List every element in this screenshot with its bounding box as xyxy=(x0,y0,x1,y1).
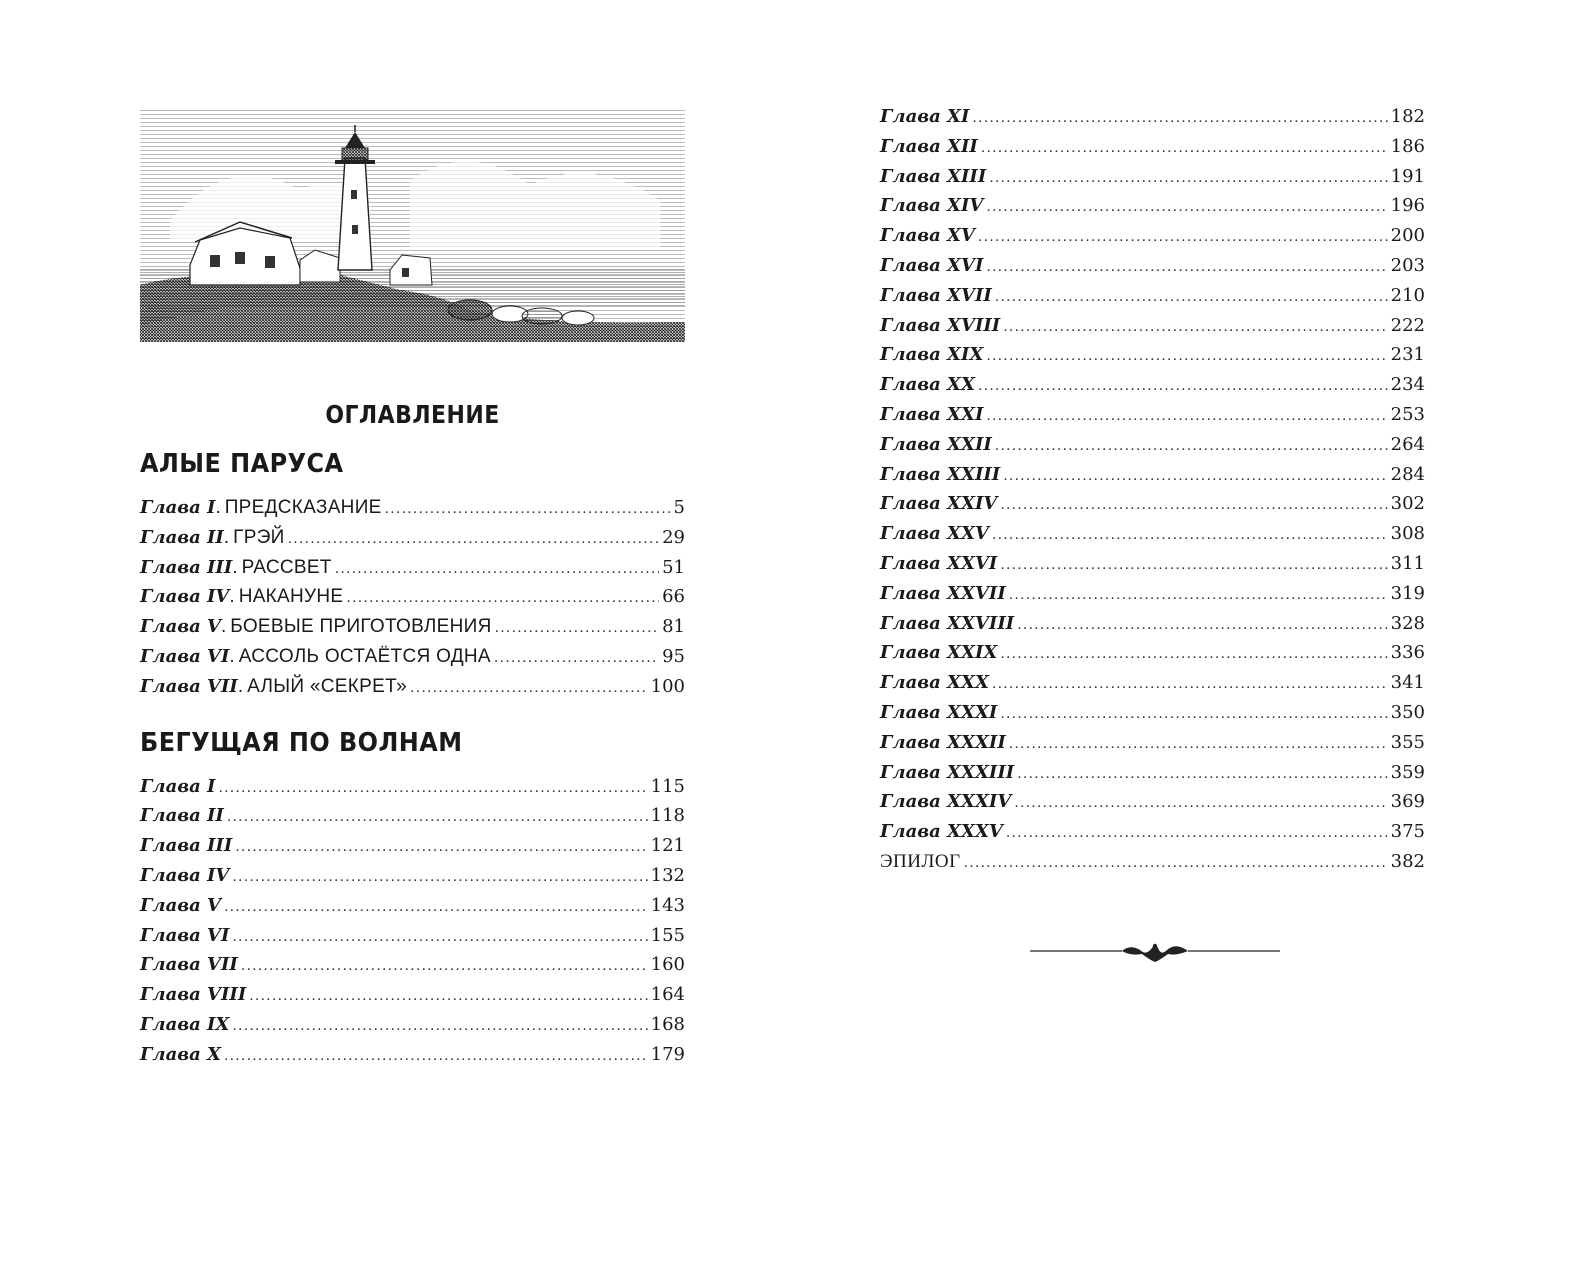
chapter-label: Глава IX xyxy=(140,1013,230,1035)
toc-entry xyxy=(880,549,1425,579)
page-number: 118 xyxy=(650,805,685,827)
toc-entry xyxy=(880,191,1425,221)
chapter-label: Глава II xyxy=(140,805,224,827)
dot-leader xyxy=(978,222,1388,252)
chapter-title: АССОЛЬ ОСТАЁТСЯ ОДНА xyxy=(238,645,491,667)
toc-entry xyxy=(140,772,685,802)
epilogue-title: ЭПИЛОГ xyxy=(880,850,961,872)
chapter-label: Глава V xyxy=(140,616,221,638)
page-number: 132 xyxy=(650,864,685,886)
dot-leader xyxy=(385,494,671,524)
toc-entry xyxy=(880,221,1425,251)
dot-leader xyxy=(972,103,1387,133)
toc-entry xyxy=(880,847,1425,877)
dot-leader xyxy=(1003,461,1387,491)
page-number: 164 xyxy=(650,984,685,1006)
dot-leader xyxy=(224,1041,648,1071)
page-number: 182 xyxy=(1390,106,1425,127)
dot-leader xyxy=(981,133,1388,163)
dot-leader xyxy=(288,524,659,554)
toc-entry xyxy=(880,460,1425,490)
page-number: 5 xyxy=(673,497,685,518)
dot-leader xyxy=(232,862,647,892)
dot-leader xyxy=(992,669,1388,699)
page-number: 341 xyxy=(1390,672,1425,694)
page-number: 264 xyxy=(1390,433,1425,455)
chapter-label: Глава XXVI xyxy=(880,552,998,574)
page-number: 308 xyxy=(1390,523,1425,545)
page-number: 160 xyxy=(650,954,685,976)
page-number: 222 xyxy=(1390,314,1425,336)
chapter-label: Глава VIII xyxy=(140,984,247,1006)
toc-entry xyxy=(880,489,1425,519)
toc-entry xyxy=(140,582,685,612)
chapter-label: Глава XVI xyxy=(880,254,984,276)
chapter-label: Глава XXVII xyxy=(880,582,1006,604)
dot-leader xyxy=(494,643,659,673)
toc-entry xyxy=(880,609,1425,639)
toc-entry xyxy=(140,891,685,921)
dot-leader xyxy=(249,981,647,1011)
page-number: 355 xyxy=(1390,731,1425,753)
page-number: 302 xyxy=(1390,493,1425,515)
page-number: 186 xyxy=(1390,135,1425,157)
toc-entry xyxy=(140,493,685,523)
chapter-label: Глава XV xyxy=(880,225,975,247)
toc-entry xyxy=(880,251,1425,281)
toc-entry xyxy=(140,642,685,672)
page-number: 95 xyxy=(662,645,685,667)
dot-leader xyxy=(335,554,659,584)
toc-entry xyxy=(880,102,1425,132)
page-number: 121 xyxy=(650,835,685,857)
label-separator: . xyxy=(229,645,235,667)
page-number: 328 xyxy=(1390,612,1425,634)
chapter-label: Глава XXIV xyxy=(880,493,998,515)
chapter-label: Глава XXI xyxy=(880,403,984,425)
dot-leader xyxy=(986,401,1387,431)
dot-leader xyxy=(1006,818,1388,848)
toc-entry xyxy=(880,698,1425,728)
dot-leader xyxy=(227,802,648,832)
dot-leader xyxy=(978,371,1388,401)
page-number: 284 xyxy=(1390,463,1425,485)
label-separator: . xyxy=(237,675,244,697)
chapter-label: Глава IV xyxy=(140,586,230,608)
toc-entry xyxy=(880,430,1425,460)
chapter-title: ПРЕДСКАЗАНИЕ xyxy=(224,497,382,518)
dot-leader xyxy=(992,520,1388,550)
chapter-label: Глава XI xyxy=(880,106,970,127)
toc-entry xyxy=(880,311,1425,341)
page-number: 369 xyxy=(1390,791,1425,813)
page-number: 155 xyxy=(650,924,685,946)
dot-leader xyxy=(986,192,1387,222)
chapter-label: Глава XXIX xyxy=(880,642,998,664)
page-number: 253 xyxy=(1390,403,1425,425)
chapter-label: Глава VII xyxy=(140,954,238,976)
chapter-label: Глава XVIII xyxy=(880,314,1001,336)
page-number: 319 xyxy=(1390,582,1425,604)
page-number: 210 xyxy=(1390,284,1425,306)
toc-entry xyxy=(880,668,1425,698)
page-number: 375 xyxy=(1390,821,1425,843)
toc-entry xyxy=(140,801,685,831)
chapter-title: ГРЭЙ xyxy=(233,526,285,548)
toc-entry xyxy=(140,553,685,583)
chapter-title: РАССВЕТ xyxy=(241,556,332,578)
dot-leader xyxy=(1017,610,1387,640)
chapter-label: Глава X xyxy=(140,1043,221,1065)
dot-leader xyxy=(1000,639,1387,669)
chapter-label: Глава XIII xyxy=(880,165,987,187)
dot-leader xyxy=(986,341,1387,371)
chapter-label: Глава XXIII xyxy=(880,463,1001,485)
chapter-label: Глава I xyxy=(140,497,216,518)
dot-leader xyxy=(1009,729,1388,759)
dot-leader xyxy=(995,282,1388,312)
chapter-title: АЛЫЙ «СЕКРЕТ» xyxy=(247,675,408,697)
toc-list-running-on-waves xyxy=(140,772,685,1070)
chapter-label: Глава XXX xyxy=(880,672,989,694)
right-page xyxy=(880,102,1425,877)
page-number: 81 xyxy=(662,616,685,638)
toc-entry xyxy=(140,1040,685,1070)
chapter-label: Глава VII xyxy=(140,675,238,697)
page-number: 382 xyxy=(1390,850,1425,872)
label-separator: . xyxy=(232,556,238,578)
left-page xyxy=(140,110,685,1070)
chapter-label: Глава VI xyxy=(140,924,230,946)
dot-leader xyxy=(224,892,648,922)
toc-entry xyxy=(140,921,685,951)
chapter-label: Глава XXXV xyxy=(880,821,1003,843)
chapter-label: Глава XIV xyxy=(880,195,984,217)
toc-entry xyxy=(140,672,685,702)
chapter-label: Глава III xyxy=(140,835,233,857)
toc-list-continued xyxy=(880,102,1425,877)
page-number: 200 xyxy=(1390,225,1425,247)
section-title-scarlet-sails: АЛЫЕ ПАРУСА xyxy=(140,449,344,479)
toc-entry xyxy=(880,281,1425,311)
chapter-label: Глава I xyxy=(140,775,216,797)
page-number: 234 xyxy=(1390,374,1425,396)
toc-entry xyxy=(880,370,1425,400)
chapter-label: Глава XXXIII xyxy=(880,761,1015,783)
flourish-divider-icon xyxy=(1030,936,1280,966)
dot-leader xyxy=(235,832,647,862)
chapter-label: Глава XX xyxy=(880,374,975,396)
toc-entry xyxy=(880,638,1425,668)
toc-entry xyxy=(140,1010,685,1040)
chapter-label: Глава XXXI xyxy=(880,701,998,723)
label-separator: . xyxy=(223,526,230,548)
toc-list-scarlet-sails xyxy=(140,493,685,702)
dot-leader xyxy=(346,583,659,613)
lighthouse-engraving-icon xyxy=(140,110,685,342)
chapter-label: Глава XXXIV xyxy=(880,791,1012,813)
dot-leader xyxy=(995,431,1388,461)
dot-leader xyxy=(1000,699,1387,729)
toc-entry xyxy=(880,132,1425,162)
page-number: 231 xyxy=(1390,344,1425,366)
page-number: 168 xyxy=(650,1013,685,1035)
page-number: 359 xyxy=(1390,761,1425,783)
toc-entry xyxy=(880,340,1425,370)
dot-leader xyxy=(986,252,1387,282)
page-number: 143 xyxy=(650,894,685,916)
page-number: 66 xyxy=(662,586,685,608)
toc-entry xyxy=(880,728,1425,758)
chapter-label: Глава XII xyxy=(880,135,978,157)
toc-heading: ОГЛАВЛЕНИЕ xyxy=(325,400,500,429)
dot-leader xyxy=(1000,490,1387,520)
chapter-label: Глава XXII xyxy=(880,433,992,455)
chapter-label: Глава XXXII xyxy=(880,731,1006,753)
page-number: 311 xyxy=(1390,552,1425,574)
dot-leader xyxy=(1000,550,1387,580)
dot-leader xyxy=(410,673,648,703)
toc-entry xyxy=(880,519,1425,549)
toc-entry xyxy=(880,758,1425,788)
dot-leader xyxy=(218,773,647,803)
page-number: 191 xyxy=(1390,165,1425,187)
chapter-label: Глава XXV xyxy=(880,523,989,545)
chapter-label: Глава VI xyxy=(140,645,230,667)
toc-entry xyxy=(140,980,685,1010)
dot-leader xyxy=(1009,580,1388,610)
dot-leader xyxy=(964,848,1388,878)
dot-leader xyxy=(989,163,1387,193)
page-number: 51 xyxy=(662,556,685,578)
chapter-label: Глава IV xyxy=(140,864,230,886)
page-number: 336 xyxy=(1390,642,1425,664)
chapter-label: Глава V xyxy=(140,894,221,916)
chapter-title: НАКАНУНЕ xyxy=(238,586,344,608)
toc-entry xyxy=(140,523,685,553)
page-number: 203 xyxy=(1390,254,1425,276)
dot-leader xyxy=(241,951,648,981)
page-number: 196 xyxy=(1390,195,1425,217)
chapter-label: Глава XXVIII xyxy=(880,612,1015,634)
chapter-label: Глава III xyxy=(140,556,233,578)
page-number: 29 xyxy=(662,526,685,548)
dot-leader xyxy=(495,613,659,643)
section-title-running-on-waves: БЕГУЩАЯ ПО ВОЛНАМ xyxy=(140,727,463,758)
chapter-label: Глава XIX xyxy=(880,344,984,366)
label-separator: . xyxy=(229,586,235,608)
toc-entry xyxy=(880,787,1425,817)
dot-leader xyxy=(1014,788,1387,818)
page-number: 179 xyxy=(650,1043,685,1065)
dot-leader xyxy=(1003,312,1387,342)
chapter-label: Глава II xyxy=(140,526,224,548)
page-number: 100 xyxy=(650,675,685,697)
page-number: 115 xyxy=(650,775,685,797)
toc-entry xyxy=(140,861,685,891)
label-separator: . xyxy=(220,616,227,638)
toc-entry xyxy=(140,612,685,642)
page-number: 350 xyxy=(1390,701,1425,723)
dot-leader xyxy=(1017,759,1387,789)
toc-entry xyxy=(880,162,1425,192)
toc-entry xyxy=(880,400,1425,430)
toc-entry xyxy=(140,831,685,861)
toc-entry xyxy=(880,579,1425,609)
chapter-title: БОЕВЫЕ ПРИГОТОВЛЕНИЯ xyxy=(230,616,492,638)
chapter-label: Глава XVII xyxy=(880,284,992,306)
dot-leader xyxy=(232,922,647,952)
label-separator: . xyxy=(215,497,221,518)
toc-entry xyxy=(140,950,685,980)
toc-entry xyxy=(880,817,1425,847)
dot-leader xyxy=(232,1011,647,1041)
